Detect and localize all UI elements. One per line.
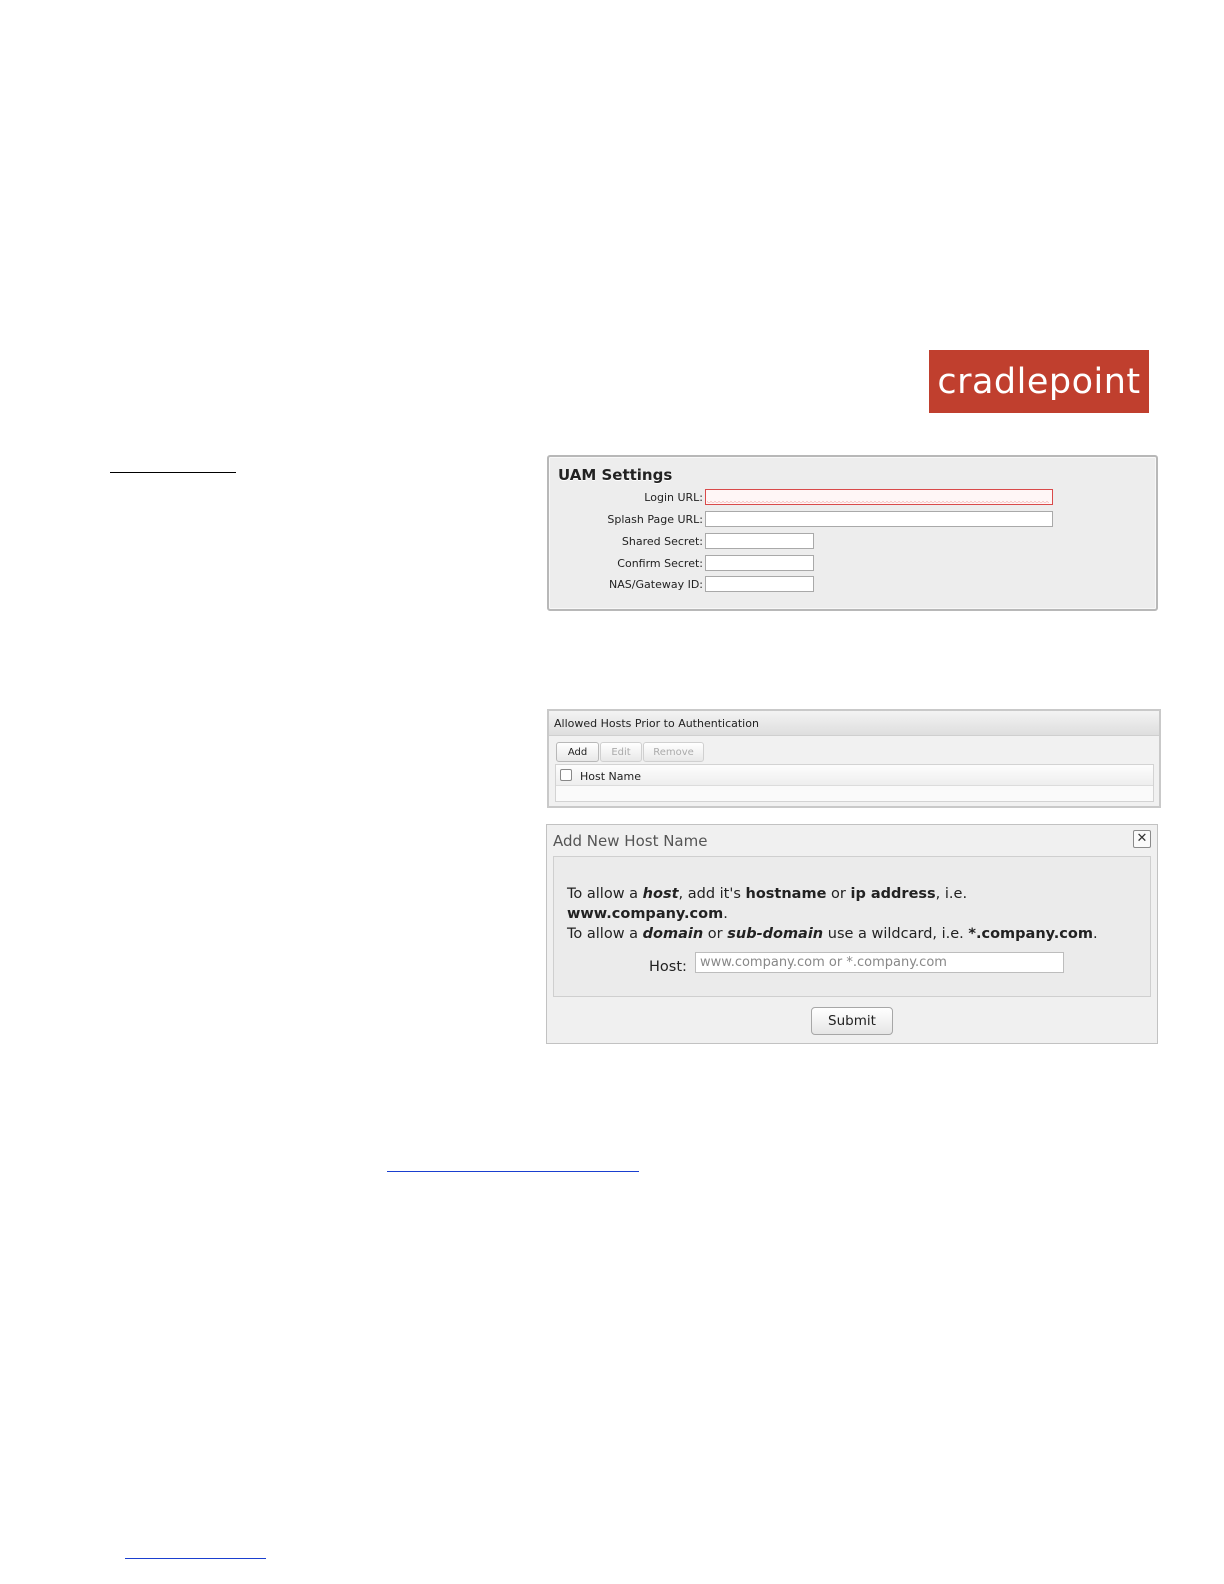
- instruction-example: www.company.com: [567, 906, 724, 922]
- dialog-body: [553, 856, 1151, 997]
- dialog-instructions: [567, 884, 1147, 944]
- confirm-secret-row: [549, 555, 1156, 573]
- allowed-hosts-title: Allowed Hosts Prior to Authentication: [554, 717, 759, 730]
- nas-gateway-id-label: NAS/Gateway ID:: [609, 578, 703, 591]
- add-button[interactable]: Add: [556, 742, 599, 762]
- validation-error-underline: [707, 501, 1049, 504]
- select-all-checkbox[interactable]: [560, 769, 572, 781]
- uam-settings-title: UAM Settings: [558, 466, 673, 484]
- dialog-title: Add New Host Name: [553, 832, 708, 850]
- edit-button[interactable]: Edit: [600, 742, 642, 762]
- nas-gateway-id-input[interactable]: [705, 576, 814, 592]
- hosts-table: [555, 764, 1154, 802]
- instruction-text: .: [723, 906, 728, 922]
- instruction-text: or: [826, 886, 851, 902]
- allowed-hosts-header: [549, 711, 1159, 736]
- nas-gateway-id-row: [549, 576, 1156, 594]
- host-input[interactable]: [695, 952, 1064, 973]
- instruction-emphasis: ip address: [850, 886, 936, 902]
- allowed-hosts-panel: [547, 709, 1161, 808]
- instruction-emphasis: hostname: [745, 886, 827, 902]
- footer-link-underline[interactable]: [125, 1558, 266, 1559]
- confirm-secret-label: Confirm Secret:: [617, 557, 703, 570]
- submit-button[interactable]: Submit: [811, 1007, 893, 1035]
- remove-button[interactable]: Remove: [643, 742, 704, 762]
- instruction-text: To allow a: [567, 886, 643, 902]
- shared-secret-label: Shared Secret:: [621, 535, 703, 548]
- splash-page-url-input[interactable]: [705, 511, 1053, 527]
- instruction-emphasis: host: [642, 886, 679, 902]
- confirm-secret-input[interactable]: [705, 555, 814, 571]
- instruction-text: To allow a: [567, 926, 643, 942]
- instruction-text: , i.e.: [935, 886, 968, 902]
- section-heading-underline: [110, 472, 236, 473]
- host-label: Host:: [649, 959, 687, 975]
- instruction-text: , add it's: [678, 886, 746, 902]
- login-url-label: Login URL:: [644, 491, 703, 504]
- shared-secret-input[interactable]: [705, 533, 814, 549]
- instruction-text: or: [703, 926, 728, 942]
- login-url-row: [549, 489, 1156, 507]
- cradlepoint-logo: cradlepoint: [929, 350, 1149, 413]
- instruction-emphasis: sub-domain: [727, 926, 824, 942]
- hosts-table-header: [556, 765, 1153, 786]
- shared-secret-row: [549, 533, 1156, 551]
- instruction-emphasis: domain: [642, 926, 704, 942]
- close-icon[interactable]: ✕: [1133, 830, 1151, 848]
- splash-page-url-row: [549, 511, 1156, 529]
- add-host-dialog: [546, 824, 1158, 1044]
- instruction-text: use a wildcard, i.e.: [823, 926, 969, 942]
- hyperlink-underline[interactable]: [387, 1171, 639, 1172]
- host-name-column-header: Host Name: [580, 770, 641, 783]
- instruction-text: .: [1092, 926, 1098, 942]
- splash-page-url-label: Splash Page URL:: [607, 513, 703, 526]
- uam-settings-panel: [547, 455, 1158, 611]
- instruction-example: *.company.com: [968, 926, 1093, 942]
